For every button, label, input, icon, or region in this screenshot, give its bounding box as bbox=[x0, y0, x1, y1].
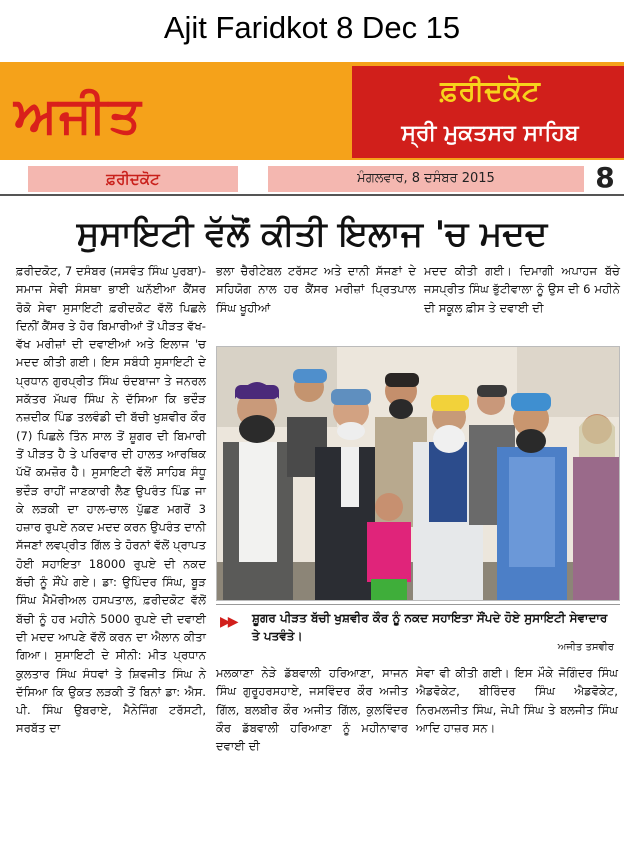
caption-arrow-icon: ▶▶ bbox=[220, 614, 236, 630]
masthead-date-bar bbox=[0, 160, 624, 196]
article-paragraph: ਸੇਵਾ ਵੀ ਕੀਤੀ ਗਈ। ਇਸ ਮੌਕੇ ਜੋਗਿੰਦਰ ਸਿੰਘ ਐਡਵੋਕੇਟ, ਬੀਰਿੰਦਰ ਸਿੰਘ ਐਡਵੋਕੇਟ, ਨਿਰਮਲਜੀਤ ਸਿੰਘ, ਜੇਪੀ ਸਿੰਘ ਤੇ ਬਲਜੀਤ ਸਿੰਘ ਆਦਿ ਹਾਜ਼ਰ ਸਨ। bbox=[416, 666, 618, 735]
paper-name: ਅਜੀਤ bbox=[14, 86, 143, 144]
newspaper-masthead bbox=[0, 62, 624, 196]
edition-label: ਫ਼ਰੀਦਕੋਟ bbox=[28, 166, 238, 192]
article-column-1 bbox=[16, 262, 206, 848]
article-column-4 bbox=[216, 664, 408, 812]
article-headline: ਸੁਸਾਇਟੀ ਵੱਲੋਂ ਕੀਤੀ ਇਲਾਜ 'ਚ ਮਦਦ bbox=[76, 214, 548, 254]
article-paragraph: ਮਦਦ ਕੀਤੀ ਗਈ। ਦਿਮਾਗੀ ਅਪਾਹਜ ਬੱਚੇ ਜਸਪ੍ਰੀਤ ਸਿੰਘ ਭੁੱਟੀਵਾਲਾ ਨੂੰ ਉਸ ਦੀ 6 ਮਹੀਨੇ ਦੀ ਸਕੂਲ ਫ਼ੀਸ ਤੇ ਦਵਾਈ ਦੀ bbox=[424, 264, 620, 315]
article-column-5 bbox=[416, 664, 618, 812]
masthead-banner bbox=[0, 62, 624, 160]
article-paragraph: ਮਲਕਾਣਾ ਨੇੜੇ ਡੱਬਵਾਲੀ ਹਰਿਆਣਾ, ਸਾਜਨ ਸਿੰਘ ਗੁਰੂਹਰਸਹਾਏ, ਜਸਵਿੰਦਰ ਕੌਰ ਅਜੀਤ ਗਿੱਲ, ਬਲਬੀਰ ਕੌਰ ਅਜੀਤ ਗਿੱਲ, ਕੁਲਵਿੰਦਰ ਕੌਰ ਡੱਬਵਾਲੀ ਹਰਿਆਣਾ ਨੂੰ ਮਹੀਨਾਵਾਰ ਦਵਾਈ ਦੀ bbox=[216, 666, 408, 754]
article-column-2 bbox=[216, 262, 416, 346]
group-photo-illustration bbox=[217, 347, 620, 601]
article-paragraph: ਭਲਾ ਚੈਰੀਟੇਬਲ ਟਰੱਸਟ ਅਤੇ ਦਾਨੀ ਸੱਜਣਾਂ ਦੇ ਸਹਿਯੋਗ ਨਾਲ ਹਰ ਕੈਂਸਰ ਮਰੀਜ਼ਾਂ ਪ੍ਰਿਤਪਾਲ ਸਿੰਘ ਖੂਹੀਆਂ bbox=[216, 264, 416, 315]
article-column-3 bbox=[424, 262, 620, 346]
clipping-caption: Ajit Faridkot 8 Dec 15 bbox=[163, 10, 461, 45]
news-photo bbox=[216, 346, 620, 601]
article-paragraph: ਫ਼ਰੀਦਕੋਟ, 7 ਦਸੰਬਰ (ਜਸਵੰਤ ਸਿੰਘ ਪੁਰਬਾ)-ਸਮਾਜ ਸੇਵੀ ਸੰਸਥਾ ਭਾਈ ਘਨੱਈਆ ਕੈਂਸਰ ਰੋਕੋ ਸੇਵਾ ਸੁਸਾਇਟੀ ਫ਼ਰੀਦਕੋਟ ਵੱਲੋਂ ਪਿਛਲੇ ਦਿਨੀਂ ਕੈਂਸਰ ਤੇ ਹੋਰ ਬਿਮਾਰੀਆਂ ਤੋਂ ਪੀੜਤ ਵੱਖ-ਵੱਖ ਮਰੀਜ਼ਾਂ ਦੀ ਦਵਾਈਆਂ ਅਤੇ ਇਲਾਜ 'ਚ ਮਦਦ ਕੀਤੀ ਗਈ। ਇਸ ਸਬੰਧੀ ਸੁਸਾਇਟੀ ਦੇ ਪ੍ਰਧਾਨ ਗੁਰਪ੍ਰੀਤ ਸਿੰਘ ਚੰਦਬਾਜਾ ਤੇ ਜਨਰਲ ਸਕੱਤਰ ਮੱਘਰ ਸਿੰਘ ਨੇ ਦੱਸਿਆ ਕਿ ਭਦੌੜ ਨਜ਼ਦੀਕ ਪਿੰਡ ਤਲਵੰਡੀ ਦੀ ਬੱਚੀ ਖੁਸ਼ਵੀਰ ਕੌਰ (7) ਪਿਛਲੇ ਤਿੰਨ ਸਾਲ ਤੋਂ ਸ਼ੂਗਰ ਦੀ ਬਿਮਾਰੀ ਤੋਂ ਪੀੜਤ ਹੈ ਤੇ ਪਰਿਵਾਰ ਦੀ ਹਾਲਤ ਆਰਥਿਕ ਪੱਖੋਂ ਕਮਜ਼ੋਰ ਹੈ। ਸੁਸਾਇਟੀ ਵੱਲੋਂ ਸਾਹਿਬ ਸੰਧੂ ਭਦੌੜ ਰਾਹੀਂ ਜਾਣਕਾਰੀ ਲੈਣ ਉਪਰੰਤ ਪਿੰਡ ਜਾ ਕੇ ਲੜਕੀ ਦਾ ਹਾਲ-ਚਾਲ ਪੁੱਛਣ ਮਗਰੋਂ 3 ਹਜ਼ਾਰ ਰੁਪਏ ਨਕਦ ਮਦਦ ਕਰਨ ਉਪਰੰਤ ਦਾਨੀ ਸੱਜਣਾਂ ਲਵਪ੍ਰੀਤ ਗਿੱਲ ਤੇ ਹੋਰਨਾਂ ਵੱਲੋਂ ਪ੍ਰਾਪਤ ਹੋਈ ਸਹਾਇਤਾ 18000 ਰੁਪਏ ਦੀ ਨਕਦ ਬੱਚੀ ਨੂੰ ਸੌਂਪੇ ਗਏ। ਡਾ: ਉਪਿੰਦਰ ਸਿੰਘ, ਬੂੜ ਸਿੰਘ ਮੈਮੋਰੀਅਲ ਹਸਪਤਾਲ, ਫ਼ਰੀਦਕੋਟ ਵੱਲੋਂ ਬੱਚੀ ਨੂੰ ਹਰ ਮਹੀਨੇ 5000 ਰੁਪਏ ਦੀ ਦਵਾਈ ਦੀ ਮਦਦ ਆਪਣੇ ਵੱਲੋਂ ਕਰਨ ਦਾ ਐਲਾਨ ਕੀਤਾ ਗਿਆ। ਸੁਸਾਇਟੀ ਦੇ ਸੀਨੀ: ਮੀਤ ਪ੍ਰਧਾਨ ਕੁਲਤਾਰ ਸਿੰਘ ਸੰਧਵਾਂ ਤੇ ਸ਼ਿਵਜੀਤ ਸਿੰਘ ਨੇ ਦੱਸਿਆ ਕਿ ਉਕਤ ਲੜਕੀ ਤੋਂ ਬਿਨਾਂ ਡਾ: ਐਸ. ਪੀ. ਸਿੰਘ ਉਬਰਾਏ, ਮੈਨੇਜਿੰਗ ਟਰੱਸਟੀ, ਸਰਬੱਤ ਦਾ bbox=[16, 264, 207, 736]
page-number: 8 bbox=[595, 161, 615, 194]
issue-date: ਮੰਗਲਵਾਰ, 8 ਦਸੰਬਰ 2015 bbox=[268, 166, 584, 192]
photo-caption: ਸ਼ੂਗਰ ਪੀੜਤ ਬੱਚੀ ਖੁਸ਼ਵੀਰ ਕੌਰ ਨੂੰ ਨਕਦ ਸਹਾਇਤਾ ਸੌਂਪਦੇ ਹੋਏ ਸੁਸਾਇਟੀ ਸੇਵਾਦਾਰ ਤੇ ਪਤਵੰਤੇ। bbox=[252, 611, 608, 643]
photo-credit: ਅਜੀਤ ਤਸਵੀਰ bbox=[557, 642, 614, 653]
city-primary: ਫ਼ਰੀਦਕੋਟ bbox=[440, 74, 540, 107]
photo-caption-block bbox=[216, 604, 620, 660]
city-secondary: ਸ੍ਰੀ ਮੁਕਤਸਰ ਸਾਹਿਬ bbox=[401, 121, 579, 146]
city-box bbox=[352, 66, 624, 158]
